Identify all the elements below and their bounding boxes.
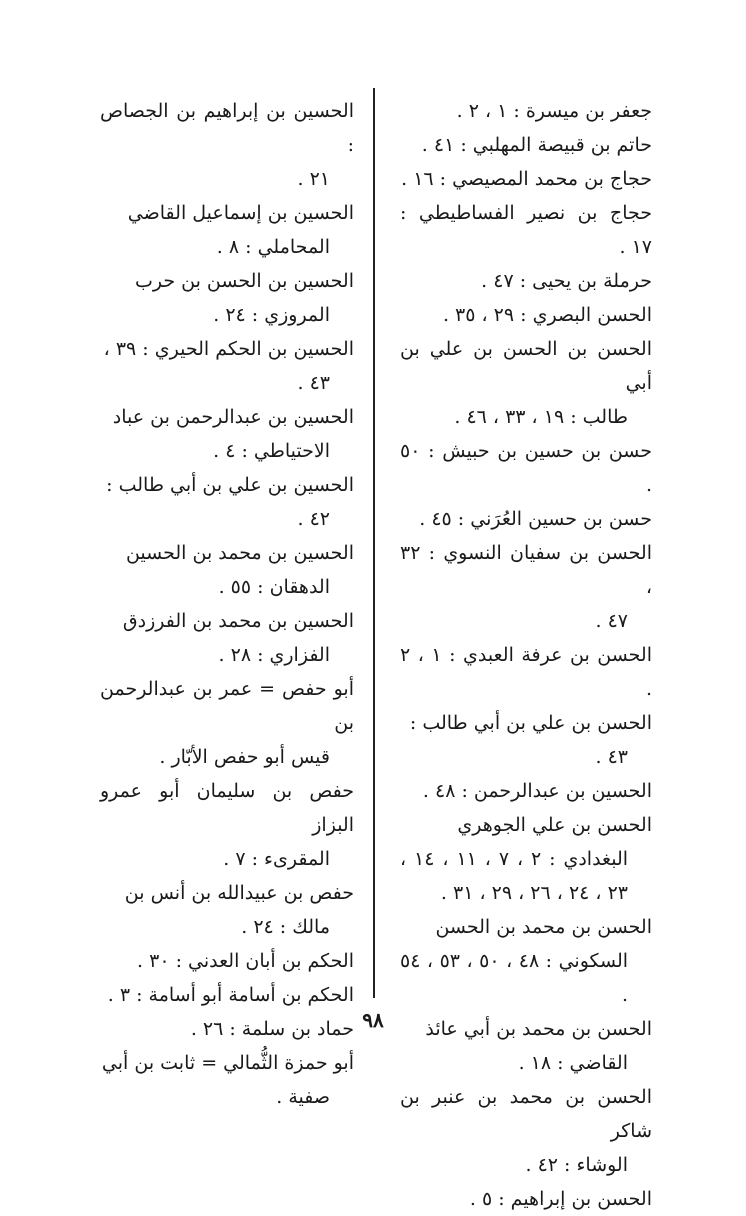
index-entry-continuation: ٤٢ . (297, 508, 330, 530)
index-entry (100, 94, 354, 196)
index-entry-continuation: المروزي : ٢٤ . (213, 304, 330, 326)
index-entry-continuation: الفزاري : ٢٨ . (218, 644, 330, 666)
index-entry (400, 774, 652, 808)
index-entry-continuation: ٢١ . (297, 168, 330, 190)
index-entry-text: حاتم بن قبيصة المهلبي : ٤١ . (421, 134, 652, 156)
index-entry (400, 434, 652, 502)
index-entry-text: الحسن بن الحسن بن علي بن أبي (400, 338, 652, 394)
index-entry-text: حجاج بن محمد المصيصي : ١٦ . (401, 168, 652, 190)
index-entry (400, 332, 652, 434)
index-entry-text: حسن بن حسين العُرَني : ٤٥ . (419, 508, 652, 530)
index-entry-text: الحسن بن محمد بن عنبر بن شاكر (400, 1086, 652, 1142)
index-entry-continuation: طالب : ١٩ ، ٣٣ ، ٤٦ . (454, 406, 628, 428)
index-entry-continuation: قيس أبو حفص الأبّار . (159, 746, 330, 768)
index-entry-text: الحسن بن عرفة العبدي : ١ ، ٢ . (400, 644, 652, 700)
index-entry (400, 94, 652, 128)
index-entry-text: الحسن بن محمد بن أبي عائذ (425, 1018, 652, 1040)
index-entry-continuation: صفية . (276, 1086, 330, 1108)
index-entry-continuation: القاضي : ١٨ . (518, 1052, 628, 1074)
index-entry-continuation: ٤٧ . (595, 610, 628, 632)
index-entry-text: الحسن البصري : ٢٩ ، ٣٥ . (442, 304, 652, 326)
index-entry (100, 774, 354, 876)
index-entry-text: حفص بن سليمان أبو عمرو البزاز (100, 780, 354, 836)
index-entry (400, 196, 652, 264)
index-entry-continuation: السكوني : ٤٨ ، ٥٠ ، ٥٣ ، ٥٤ . (400, 950, 629, 1006)
index-entry-text: حماد بن سلمة : ٢٦ . (190, 1018, 354, 1040)
index-entry-continuation: ٤٣ . (297, 372, 330, 394)
index-column-right (400, 94, 652, 1216)
index-entry-text: الحسن بن علي الجوهري (457, 814, 652, 836)
index-entry-text: أبو حفص = عمر بن عبدالرحمن بن (100, 678, 354, 734)
index-entry-text: الحسين بن عبدالرحمن بن عباد (112, 406, 354, 428)
index-entry-text: الحسين بن إبراهيم بن الجصاص : (100, 100, 354, 156)
index-entry-text: الحسين بن الحكم الحيري : ٣٩ ، (103, 338, 354, 360)
index-entry-text: جعفر بن ميسرة : ١ ، ٢ . (456, 100, 652, 122)
index-entry (400, 808, 652, 910)
index-entry (100, 400, 354, 468)
index-entry (400, 1080, 652, 1182)
index-entry (100, 332, 354, 400)
index-entry-text: الحسن بن سفيان النسوي : ٣٢ ، (400, 542, 652, 598)
index-entry (400, 638, 652, 706)
index-entry (100, 536, 354, 604)
index-entry-text: الحكم بن أسامة أبو أسامة : ٣ . (107, 984, 354, 1006)
index-entry-continuation: الاحتياطي : ٤ . (213, 440, 330, 462)
index-entry (400, 162, 652, 196)
index-entry-continuation: البغدادي : ٢ ، ٧ ، ١١ ، ١٤ ، ٢٣ ، ٢٤ ، ٢٦ ، ٢٩ ، ٣١ . (400, 848, 629, 904)
index-entry-text: حفص بن عبيدالله بن أنس بن (124, 882, 354, 904)
index-entry-continuation: الدهقان : ٥٥ . (218, 576, 330, 598)
index-entry-text: الحسن بن إبراهيم : ٥ . (469, 1188, 652, 1210)
index-entry (100, 672, 354, 774)
index-entry (400, 128, 652, 162)
index-entry-text: الحسين بن إسماعيل القاضي (127, 202, 354, 224)
index-entry (100, 978, 354, 1012)
index-entry-text: الحكم بن أبان العدني : ٣٠ . (137, 950, 354, 972)
index-entry-text: حجاج بن نصير الفساطيطي : ١٧ . (400, 202, 652, 258)
index-entry-continuation: الوشاء : ٤٢ . (525, 1154, 628, 1176)
index-entry-text: الحسين بن عبدالرحمن : ٤٨ . (422, 780, 652, 802)
page-number: ٩٨ (362, 1008, 384, 1032)
index-entry (400, 1182, 652, 1216)
index-entry-text: الحسين بن محمد بن الفرزدق (122, 610, 354, 632)
column-divider (373, 88, 375, 998)
index-entry-text: الحسين بن علي بن أبي طالب : (106, 474, 354, 496)
index-entry-continuation: المحاملي : ٨ . (216, 236, 330, 258)
index-entry (100, 468, 354, 536)
index-entry (100, 196, 354, 264)
index-entry-continuation: المقرىء : ٧ . (223, 848, 330, 870)
index-entry (100, 944, 354, 978)
index-entry (100, 604, 354, 672)
index-entry (400, 298, 652, 332)
index-entry-text: الحسن بن علي بن أبي طالب : (409, 712, 652, 734)
index-entry (400, 536, 652, 638)
index-entry (400, 910, 652, 1012)
index-entry-text: الحسين بن محمد بن الحسين (125, 542, 354, 564)
index-entry-text: حرملة بن يحيى : ٤٧ . (481, 270, 652, 292)
index-entry-continuation: ٤٣ . (595, 746, 628, 768)
index-entry-text: أبو حمزة الثُّمالي = ثابت بن أبي (101, 1052, 354, 1074)
index-entry-text: الحسين بن الحسن بن حرب (134, 270, 354, 292)
index-entry (400, 502, 652, 536)
index-entry (100, 876, 354, 944)
index-entry (100, 1046, 354, 1114)
index-entry (400, 706, 652, 774)
index-entry-text: حسن بن حسين بن حبيش : ٥٠ . (400, 440, 652, 496)
index-entry (100, 264, 354, 332)
index-entry-continuation: مالك : ٢٤ . (241, 916, 330, 938)
index-entry-text: الحسن بن محمد بن الحسن (435, 916, 652, 938)
index-column-left (100, 94, 354, 1114)
index-entry (400, 264, 652, 298)
